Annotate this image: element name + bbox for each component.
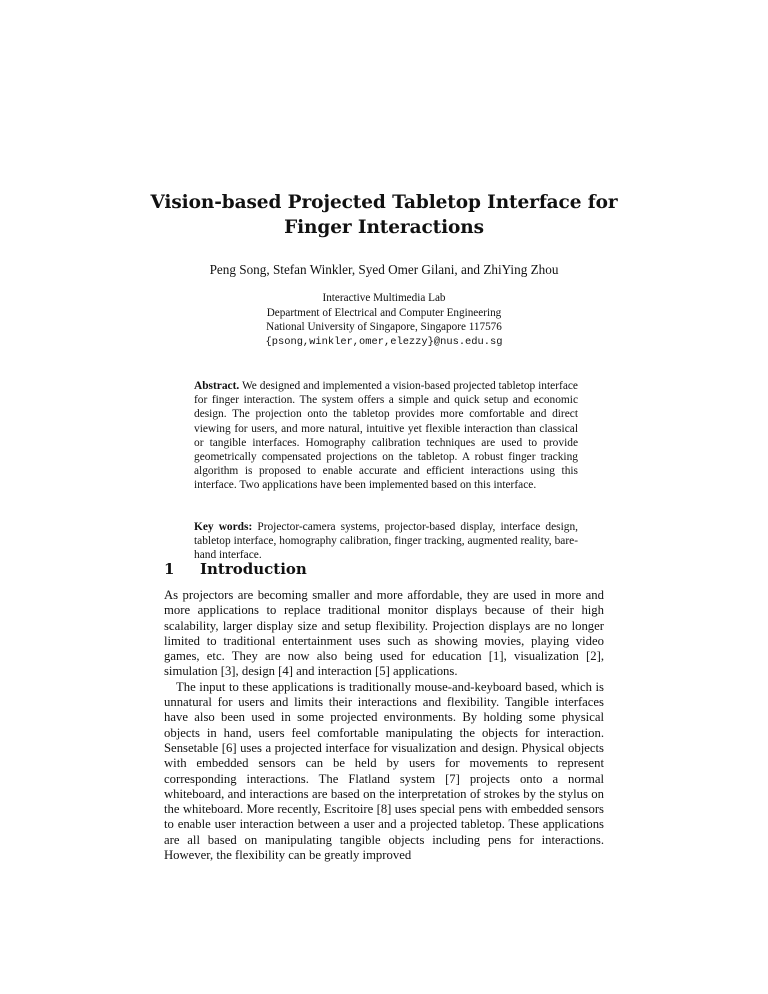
keywords bbox=[194, 520, 578, 563]
author-list: Peng Song, Stefan Winkler, Syed Omer Gilani, and ZhiYing Zhou bbox=[209, 262, 559, 277]
keywords-label: Key words: bbox=[194, 521, 253, 533]
introduction-paragraph-2: The input to these applications is traditionally mouse-and-keyboard based, which is unnatural for users and limits their interactions and flexibility. Tangible interfaces have also been used in some projected environments. By holding some physical objects in hand, users feel comfortable manipulating the objects for interaction. Sensetable [6] uses a projected interface for visualization and design. Physical objects with embedded sensors can be held by users for movements to represent corresponding interactions. The Flatland system [7] projects onto a normal whiteboard, and interactions are based on the interpretation of strokes by the stylus on the whiteboard. More recently, Escritoire [8] uses special pens with embedded sensors to enable user interaction between a user and a projected tabletop. These applications are all based on manipulating tangible objects including pens for interactions. However, the flexibility can be greatly improved bbox=[164, 679, 604, 863]
affiliation-university: National University of Singapore, Singapore 117576 bbox=[266, 321, 502, 333]
section-heading-introduction bbox=[164, 560, 604, 578]
keywords-text: Projector-camera systems, projector-based display, interface design, tabletop interface, homography calibration, finger tracking, augmented reality, bare-hand interface. bbox=[194, 521, 578, 562]
introduction-body bbox=[164, 588, 604, 863]
section-number: 1 bbox=[164, 560, 175, 578]
affiliation-block bbox=[140, 291, 628, 349]
affiliation-department: Department of Electrical and Computer Engineering bbox=[266, 306, 502, 319]
paper-title-line-1: Vision-based Projected Tabletop Interface for bbox=[150, 192, 618, 213]
paper-title-line-2: Finger Interactions bbox=[284, 217, 484, 238]
introduction-paragraph-1: As projectors are becoming smaller and more affordable, they are used in more and more applications to replace traditional monitor displays because of their high scalability, larger display size and setup flexibility. Projection displays are no longer limited to traditional entertainment uses such as showing movies, playing video games, etc. They are now also being used for education [1], visualization [2], simulation [3], design [4] and interaction [5] applications. bbox=[164, 588, 604, 679]
abstract bbox=[194, 379, 578, 493]
section-title: Introduction bbox=[200, 560, 307, 578]
abstract-text: We designed and implemented a vision-based projected tabletop interface for finger interaction. The system offers a simple and quick setup and economic design. The projection onto the tabletop provides more comfortable and direct viewing for users, and more natural, intuitive yet flexible interaction than classical or tangible interfaces. Homography calibration techniques are used to provide geometrically compensated projections on the tabletop. A robust finger tracking algorithm is proposed to enable accurate and efficient interactions using this interface. Two applications have been implemented based on this interface. bbox=[194, 380, 578, 492]
paper-title bbox=[140, 190, 628, 240]
author-email: {psong,winkler,omer,elezzy}@nus.edu.sg bbox=[265, 335, 503, 348]
abstract-label: Abstract. bbox=[194, 380, 240, 392]
affiliation-lab: Interactive Multimedia Lab bbox=[322, 292, 446, 304]
